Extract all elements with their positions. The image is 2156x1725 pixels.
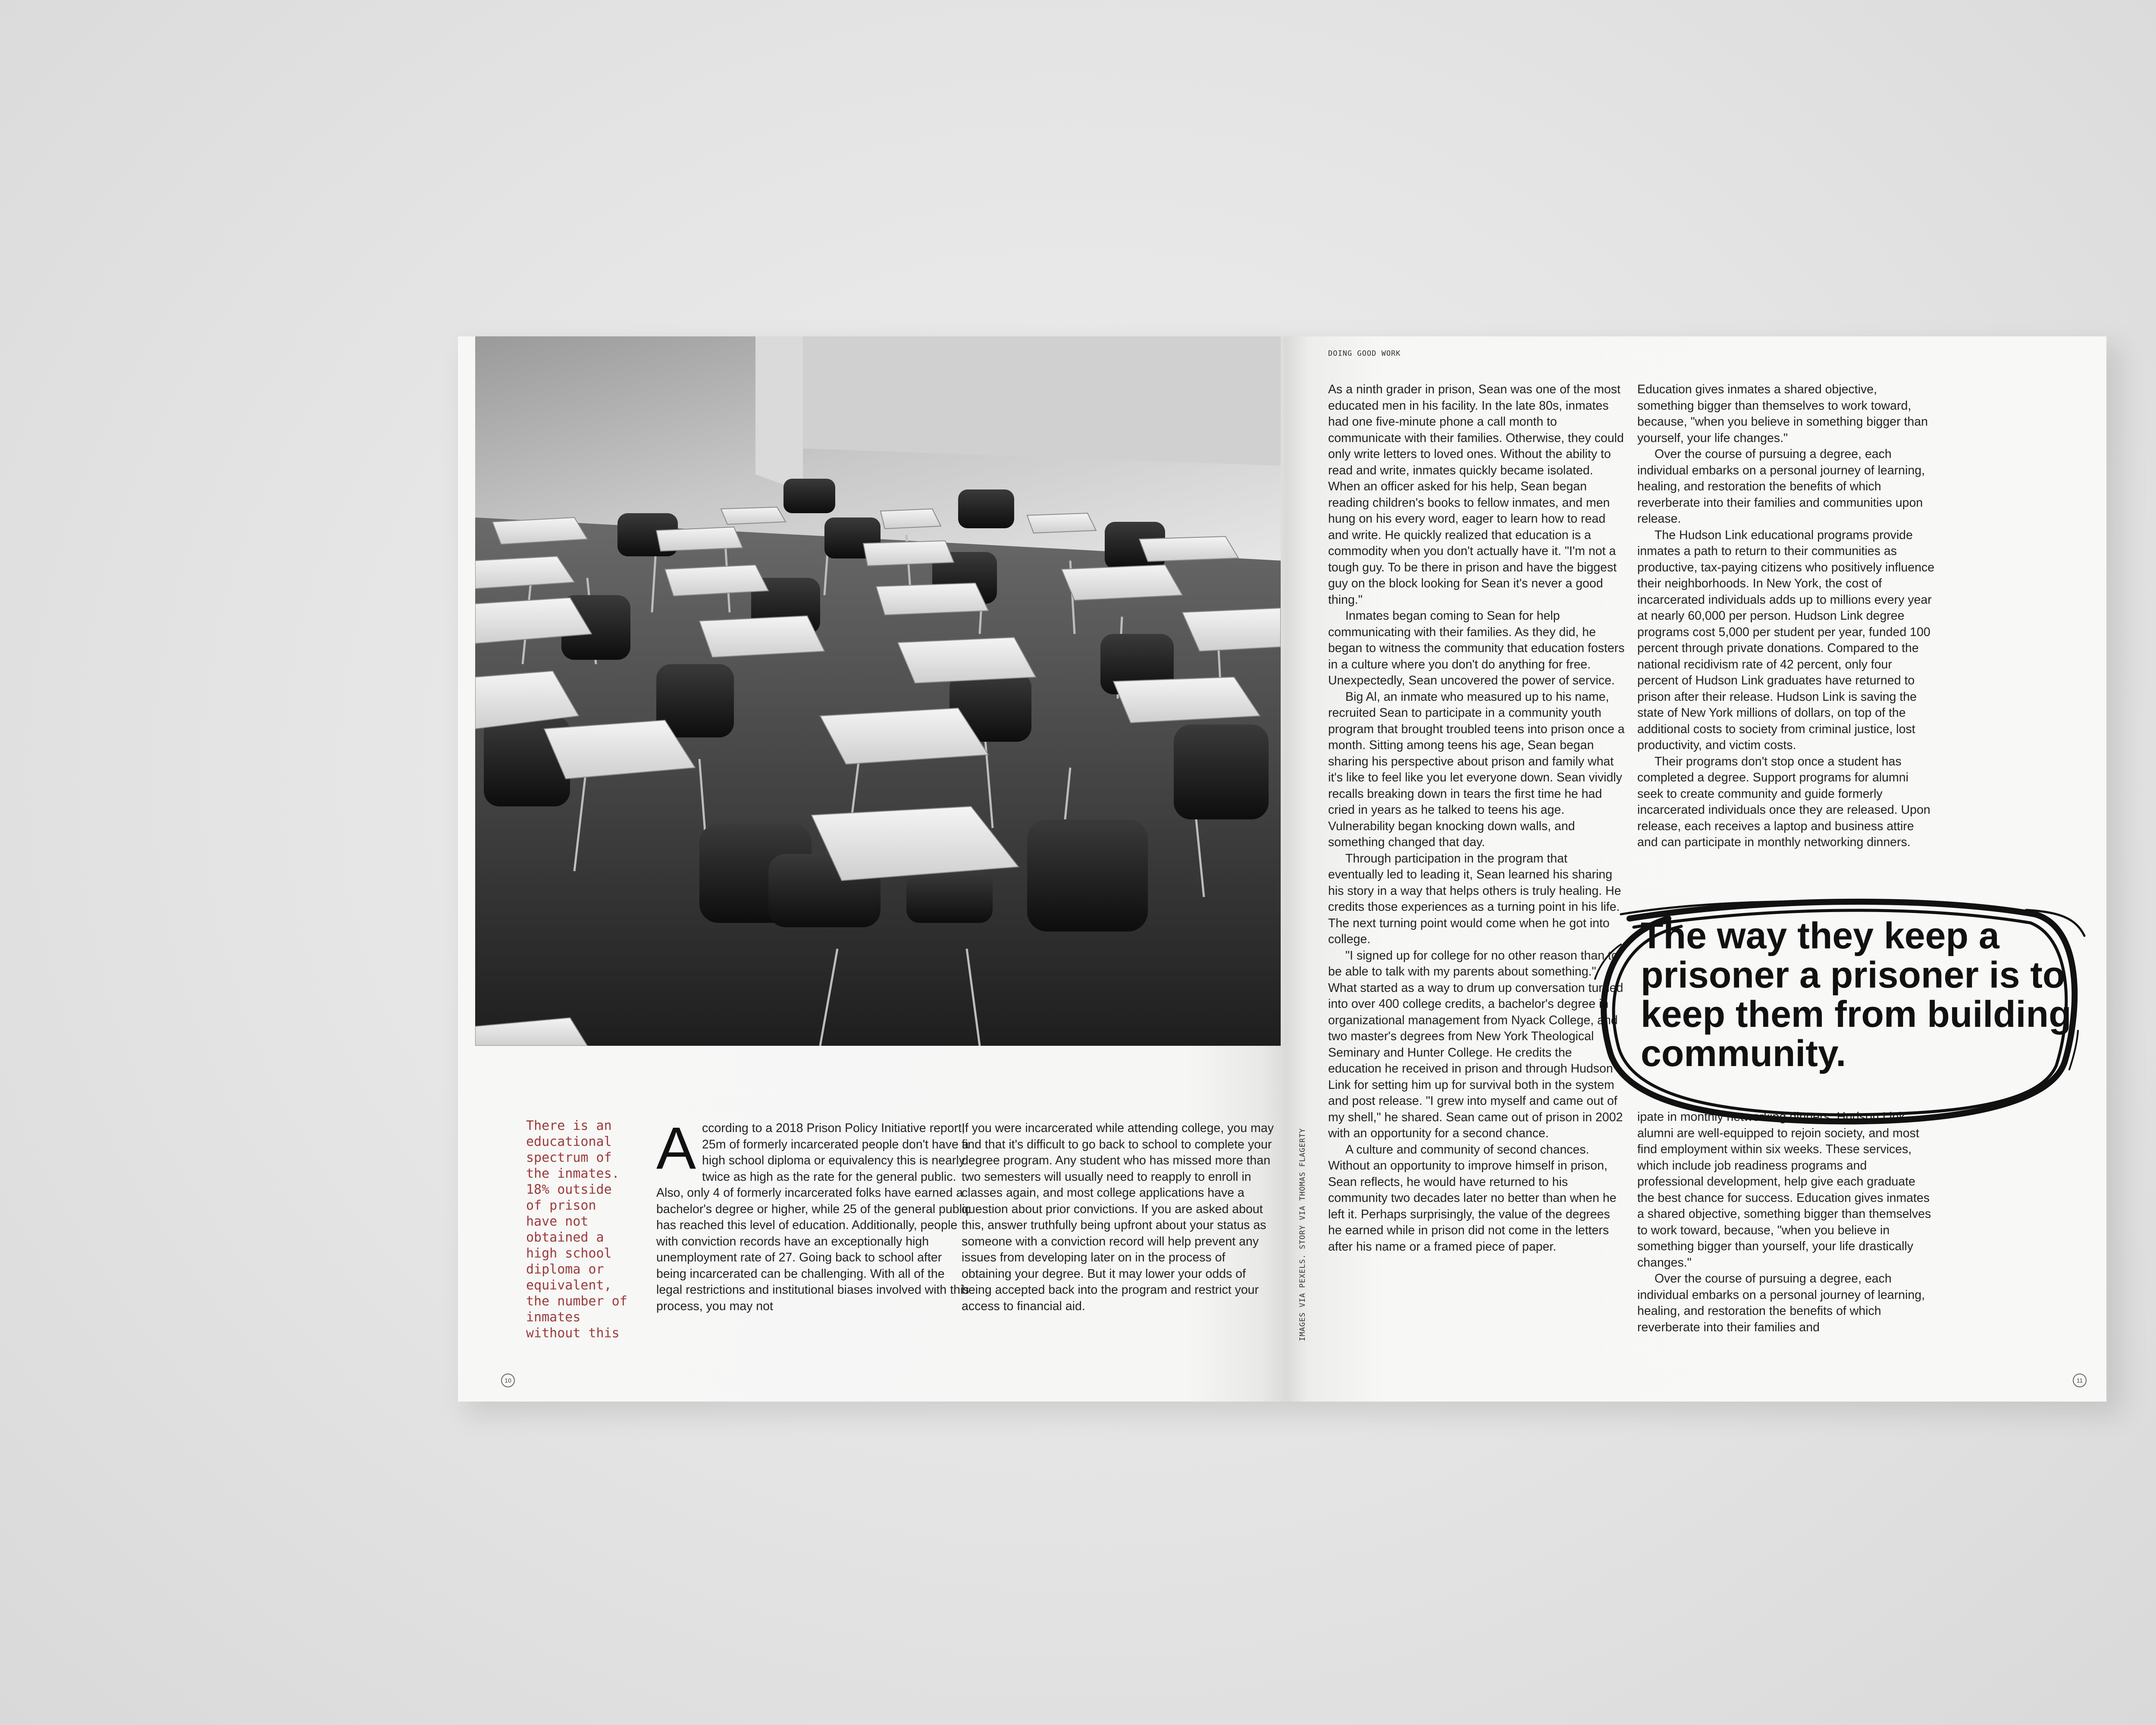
left-column-2-text: If you were incarcerated while attending college, you may find that it's difficult to go back to school to complete your degree program. Any student who has missed more than two semesters will usually need to reapply to enroll in classes again, and most college applications have a question about prior convictions. If you are asked about this, answer truthfully being upfront about your status as someone with a conviction record will help prevent any issues from developing later on in the process of obtaining your degree. But it may lower your odds of being accepted back into the program and restrict your access to financial aid.: [962, 1121, 1274, 1313]
left-column-1: [656, 1115, 971, 1314]
paragraph: Education gives inmates a shared objective, something bigger than themselves to work toward, because, "when you believe in something bigger than yourself, your life changes.": [1637, 383, 1928, 445]
left-page: [458, 336, 1285, 1402]
paragraph: The Hudson Link educational programs provide inmates a path to return to their communities as productive, tax-paying citizens who positively influence their neighborhoods. In New York, the cost of incarcerated individuals adds up to millions every year at nearly 60,000 per person. Hudson Link degree programs cost 5,000 per student per year, funded 100 percent through private donations. Compared to the national recidivism rate of 42 percent, only four percent of Hudson Link graduates have returned to prison after their release. Hudson Link is saving the state of New York millions of dollars, on top of the additional costs to society from criminal justice, lost productivity, and victim costs.: [1637, 528, 1935, 752]
page-number-right: 11: [2073, 1374, 2087, 1387]
right-column-2-top: [1637, 382, 1935, 932]
pull-quote: The way they keep a prisoner a prisoner is to keep them from building community.: [1641, 915, 2071, 1074]
section-header: DOING GOOD WORK: [1328, 349, 1401, 358]
classroom-desks-photo: [475, 336, 1281, 1046]
drop-cap: A: [656, 1115, 696, 1182]
paragraph: Big Al, an inmate who measured up to his name, recruited Sean to participate in a community youth program that brought troubled teens into prison once a month. Sitting among teens his age, Sean began sharing his perspective about prison and family what it's like to feel like you let everyone down. Sean vividly recalls breaking down in tears the first time he had cried in years as he talked to teens his age. Vulnerability began knocking down walls, and something changed that day.: [1328, 690, 1625, 849]
right-column-2-bottom: [1637, 1109, 1935, 1351]
paragraph: ipate in monthly networking dinners. Hudson Link alumni are well-equipped to rejoin society, and most find employment within six weeks. These services, which include job readiness programs and professional development, help give each graduate the best chance for success. Education gives inmates a shared objective, something bigger than themselves to work toward, because, "when you believe in something bigger than yourself, your life drastically changes.": [1637, 1110, 1931, 1270]
mono-pull-quote: There is an educational spectrum of the inmates. 18% outside of prison have not obtained a high school diploma or equivalent, the number of inmates without this: [526, 1118, 627, 1341]
paragraph: As a ninth grader in prison, Sean was one of the most educated men in his facility. In the late 80s, inmates had one five-minute phone a call month to communicate with their families. Otherwise, they could only write letters to loved ones. Without the ability to read and write, inmates quickly became isolated. When an officer asked for his help, Sean began reading children's books to fellow inmates, and men hung on his every word, eager to learn how to read and write. He quickly realized that education is a commodity when you don't actually have it. "I'm not a tough guy. To be there in prison and have the biggest guy on the block looking for Sean it's never a good thing.": [1328, 383, 1624, 607]
paragraph: "I signed up for college for no other reason than to be able to talk with my parents about something." What started as a way to drum up conversation turned into over 400 college credits, a bachelor's degree in organizational management from Nyack College, and two master's degrees from New York Theological Seminary and Hunter College. He credits the education he received in prison and through Hudson Link for setting him up for survival both in the system and post release. "I grew into myself and came out of my shell," he shared. Sean came out of prison in 2002 with an opportunity for a second chance.: [1328, 948, 1623, 1140]
page-number-left: 10: [501, 1374, 515, 1387]
paragraph: Their programs don't stop once a student has completed a degree. Support programs for alumni seek to create community and guide formerly incarcerated individuals once they are released. Upon release, each receives a laptop and business attire and can participate in monthly networking dinners.: [1637, 754, 1930, 849]
paragraph: Over the course of pursuing a degree, each individual embarks on a personal journey of learning, healing, and restoration the benefits of which reverberate into their families and: [1637, 1272, 1925, 1334]
right-column-1: [1328, 382, 1626, 1350]
photo-credit: IMAGES VIA PEXELS. STORY VIA THOMAS FLAGERTY: [1298, 1128, 1307, 1341]
paragraph: Inmates began coming to Sean for help communicating with their families. As they did, he began to witness the community that education fosters in a culture where you don't do anything for free. Unexpectedly, Sean uncovered the power of service.: [1328, 609, 1625, 687]
right-page: [1285, 336, 2106, 1402]
paragraph: Over the course of pursuing a degree, each individual embarks on a personal journey of learning, healing, and restoration the benefits of which reverberate into their families and communities upon release.: [1637, 447, 1925, 526]
paragraph: A culture and community of second chances. Without an opportunity to improve himself in prison, Sean reflects, he would have returned to his community two decades later no better than when he left it. Perhaps surprisingly, the value of the degrees he earned while in prison did not come in the letters after his name or a framed piece of paper.: [1328, 1142, 1617, 1254]
paragraph: Through participation in the program that eventually led to leading it, Sean learned his sharing his story in a way that helps others is truly healing. He credits those experiences as a turning point in his life. The next turning point would come when he got into college.: [1328, 851, 1621, 946]
left-column-1-text: ccording to a 2018 Prison Policy Initiative report, 25m of formerly incarcerated people don't have a high school diploma or equivalency this is nearly twice as high as the rate for the general public. Also, only 4 of formerly incarcerated folks have earned a bachelor's degree or higher, while 25 of the general public has reached this level of education. Additionally, people with conviction records have an exceptionally high unemployment rate of 27. Going back to school after being incarcerated can be challenging. With all of the legal restrictions and institutional biases involved with this process, you may not: [656, 1121, 971, 1313]
